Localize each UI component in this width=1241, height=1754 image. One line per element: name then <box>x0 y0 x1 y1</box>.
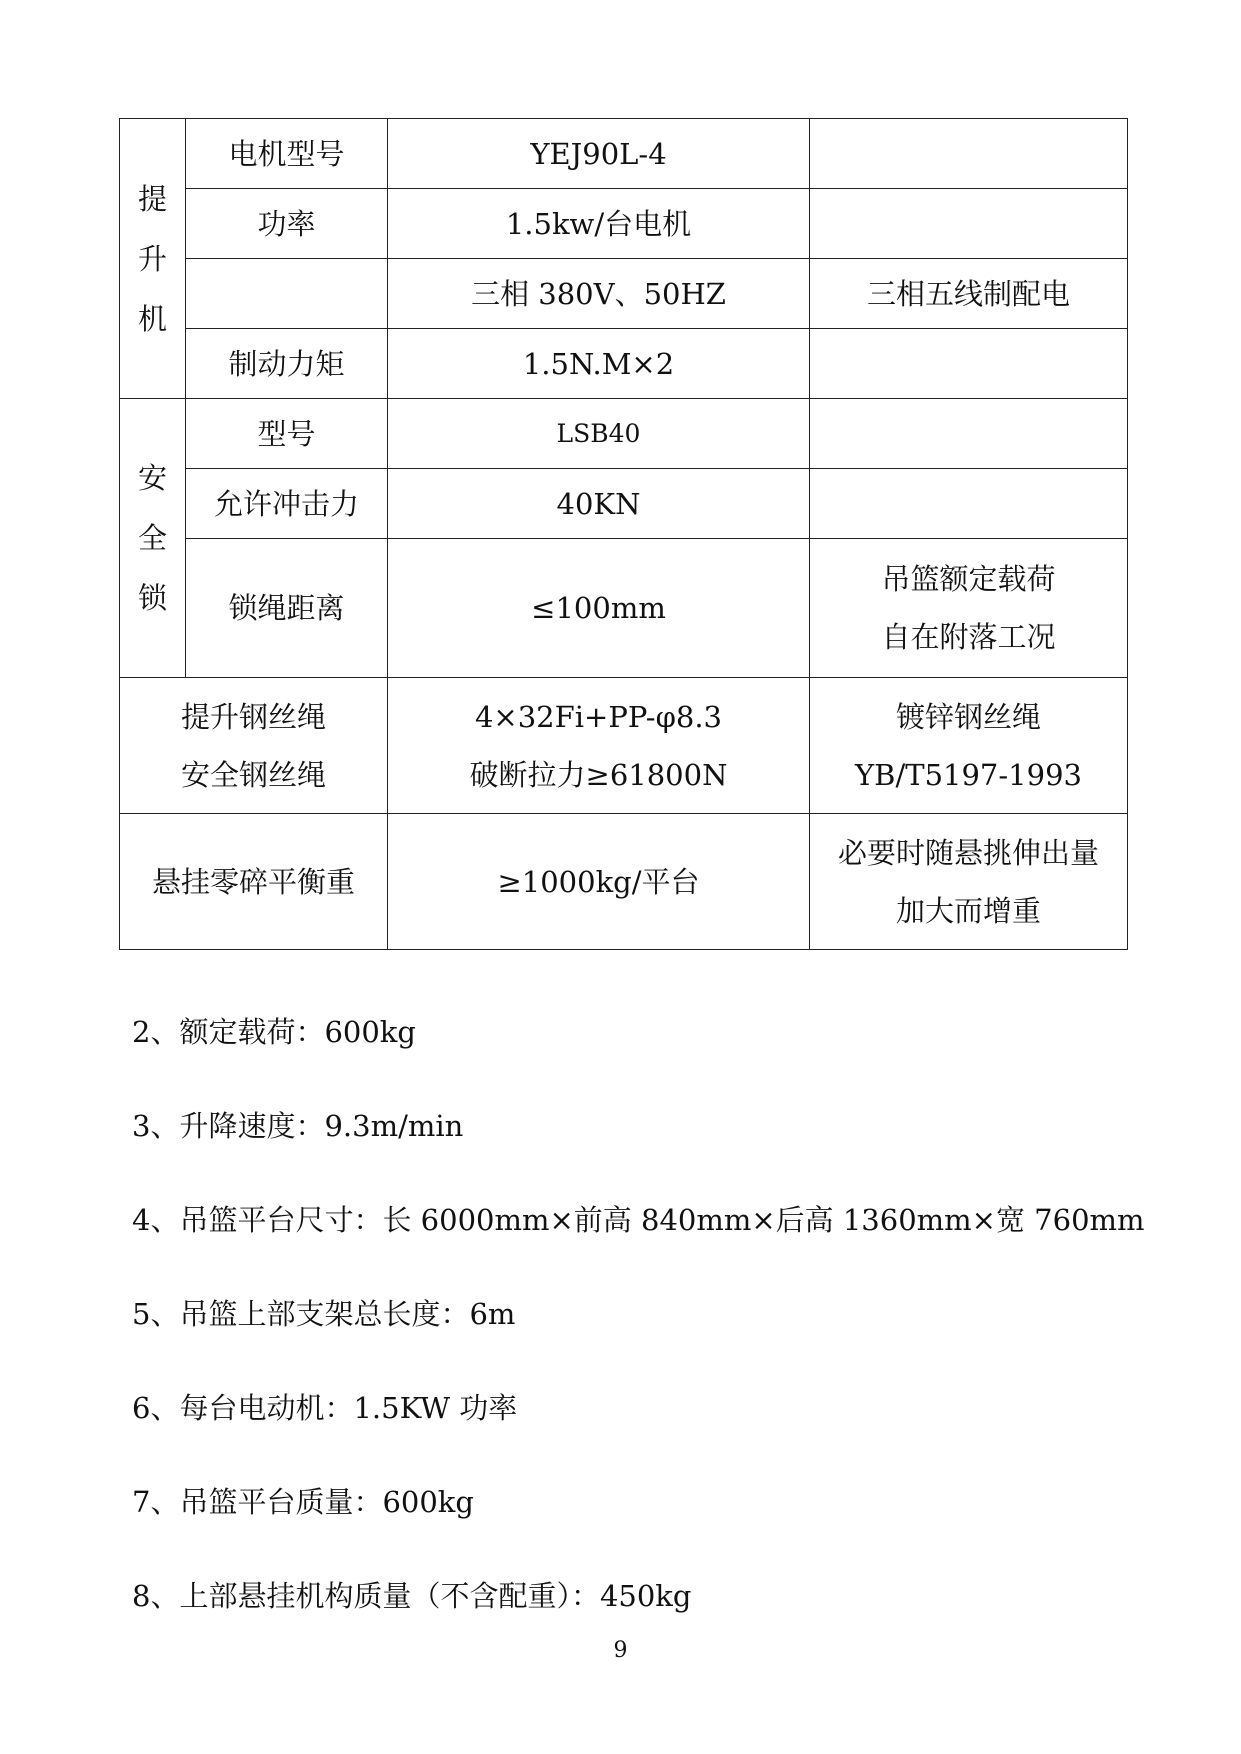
list-item-platform-size: 4、吊篮平台尺寸：长 6000mm×前高 840mm×后高 1360mm×宽 760mm <box>132 1203 1145 1237</box>
param-value: YEJ90L-4 <box>388 119 810 189</box>
param-name: 锁绳距离 <box>186 539 388 678</box>
param-note <box>810 119 1128 189</box>
group-cell-safety-lock: 安 全 锁 <box>120 399 186 678</box>
list-item-lift-speed: 3、升降速度：9.3m/min <box>132 1109 464 1143</box>
param-value: LSB40 <box>388 399 810 469</box>
table-row <box>120 814 1128 950</box>
counterweight-name: 悬挂零碎平衡重 <box>120 814 388 950</box>
param-note <box>810 189 1128 259</box>
list-item-suspension-mass: 8、上部悬挂机构质量（不含配重）：450kg <box>132 1579 692 1613</box>
param-value: 1.5kw/台电机 <box>388 189 810 259</box>
param-value: ≤100mm <box>388 539 810 678</box>
table-row <box>120 189 1128 259</box>
param-note <box>810 469 1128 539</box>
table-row <box>120 399 1128 469</box>
counterweight-note: 必要时随悬挑伸出量 加大而增重 <box>810 814 1128 950</box>
param-note: 吊篮额定载荷 自在附落工况 <box>810 539 1128 678</box>
table-row <box>120 119 1128 189</box>
wire-rope-value: 4×32Fi+PP-φ8.3 破断拉力≥61800N <box>388 678 810 814</box>
table-row <box>120 539 1128 678</box>
spec-table <box>119 118 1128 950</box>
list-item-support-length: 5、吊篮上部支架总长度：6m <box>132 1297 516 1331</box>
param-note <box>810 399 1128 469</box>
list-item-motor-power: 6、每台电动机：1.5KW 功率 <box>132 1391 518 1425</box>
table-row <box>120 329 1128 399</box>
param-name: 电机型号 <box>186 119 388 189</box>
param-value: 三相 380V、50HZ <box>388 259 810 329</box>
wire-rope-name: 提升钢丝绳 安全钢丝绳 <box>120 678 388 814</box>
table-row <box>120 259 1128 329</box>
param-name: 允许冲击力 <box>186 469 388 539</box>
wire-rope-note: 镀锌钢丝绳 YB/T5197-1993 <box>810 678 1128 814</box>
list-item-rated-load: 2、额定载荷：600kg <box>132 1015 416 1049</box>
counterweight-value: ≥1000kg/平台 <box>388 814 810 950</box>
param-note <box>810 329 1128 399</box>
param-name <box>186 259 388 329</box>
param-note: 三相五线制配电 <box>810 259 1128 329</box>
param-value: 1.5N.M×2 <box>388 329 810 399</box>
page-number: 9 <box>613 1638 628 1663</box>
param-name: 型号 <box>186 399 388 469</box>
list-item-platform-mass: 7、吊篮平台质量：600kg <box>132 1485 474 1519</box>
table-row <box>120 678 1128 814</box>
table-row <box>120 469 1128 539</box>
param-value: 40KN <box>388 469 810 539</box>
param-name: 功率 <box>186 189 388 259</box>
param-name: 制动力矩 <box>186 329 388 399</box>
group-cell-hoist: 提 升 机 <box>120 119 186 399</box>
